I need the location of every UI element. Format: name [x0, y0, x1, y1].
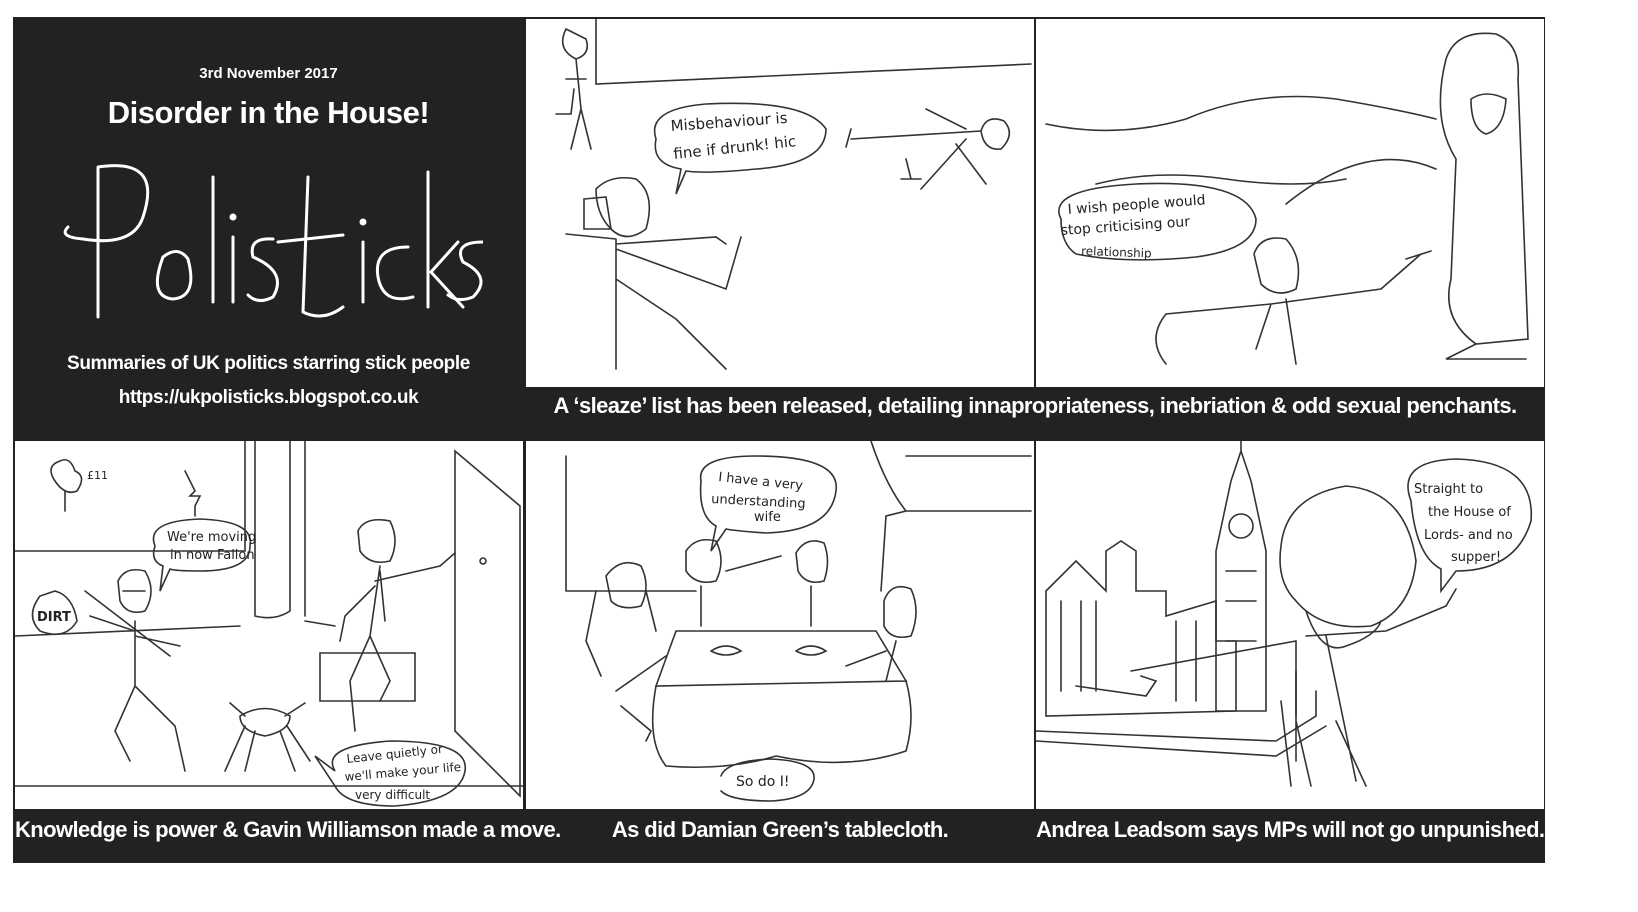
bubble-drunk-line2: fine if drunk! hic [672, 132, 798, 163]
bubble-so-do-i: So do I! [736, 774, 790, 790]
panel-gavin [15, 441, 523, 809]
panel-drunk [526, 19, 1034, 387]
bubble-threat-line2: we'll make your life [344, 759, 462, 784]
bubble-lords-line1: Straight to [1414, 482, 1484, 497]
relationship-scene-drawing [1036, 19, 1544, 387]
dirt-bag-label: DIRT [37, 610, 71, 625]
bubble-wife-line3: wife [754, 510, 781, 525]
bubble-lords-line4: supper! [1451, 550, 1502, 565]
bubble-wife-line1: I have a very [717, 470, 804, 494]
bubble-relationship-line2: stop criticising our [1060, 213, 1191, 239]
leadsom-scene-drawing [1036, 441, 1544, 809]
tagline: Summaries of UK politics starring stick people [67, 353, 470, 374]
bubble-drunk-line1: Misbehaviour is [670, 108, 789, 135]
title-panel [13, 17, 524, 437]
panel-leadsom [1036, 441, 1544, 809]
bubble-relationship-line3: relationship [1080, 244, 1152, 261]
bubble-lords-line3: Lords- and no [1424, 528, 1513, 543]
bubble-wife-line2: understanding [710, 492, 806, 512]
note-label: £11 [87, 469, 108, 482]
polisticks-logo [53, 147, 483, 327]
bubble-moving-line1: We're moving [167, 530, 257, 545]
caption-bottom-middle: As did Damian Green’s tablecloth. [611, 817, 949, 842]
panel-damian [526, 441, 1034, 809]
drunk-scene-drawing [526, 19, 1034, 387]
blog-url[interactable]: https://ukpolisticks.blogspot.co.uk [118, 387, 419, 408]
comic-strip [13, 17, 1545, 863]
damian-scene-drawing [526, 441, 1034, 809]
bubble-threat-line3: very difficult [355, 788, 431, 802]
caption-bottom-left: Knowledge is power & Gavin Williamson made a move. [15, 817, 561, 842]
bubble-threat-line1: Leave quietly or [345, 741, 444, 766]
gavin-scene-drawing [15, 441, 523, 809]
bubble-moving-line2: in now Fallon [170, 548, 255, 563]
caption-bottom-right: Andrea Leadsom says MPs will not go unpunished. [1036, 817, 1545, 842]
bubble-relationship-line1: I wish people would [1067, 192, 1207, 218]
comic-title: Disorder in the House! [107, 95, 430, 130]
panel-relationship [1036, 19, 1544, 387]
caption-top: A ‘sleaze’ list has been released, detailing innapropriateness, inebriation & odd sexual penchants. [553, 393, 1517, 418]
bubble-lords-line2: the House of [1428, 505, 1511, 520]
comic-date: 3rd November 2017 [199, 65, 338, 82]
